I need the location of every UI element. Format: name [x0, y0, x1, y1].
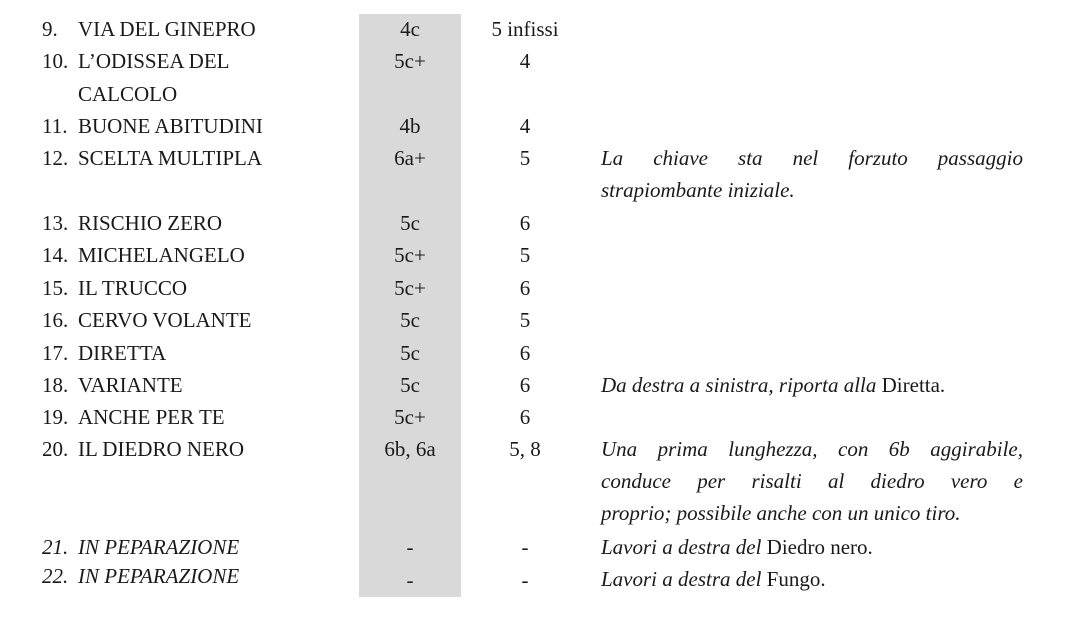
route-grade: 4c — [400, 17, 420, 41]
route-name: MICHELANGELO — [78, 243, 245, 267]
table-row — [0, 369, 1078, 401]
route-bolts: 6 — [519, 211, 531, 235]
table-row — [0, 531, 1078, 563]
route-name: BUONE ABITUDINI — [78, 114, 263, 138]
route-note-line: proprio; possibile anche con un unico tiro. — [601, 501, 961, 525]
route-grade: 6a+ — [394, 146, 426, 170]
route-grade: 5c+ — [394, 405, 426, 429]
route-name: RISCHIO ZERO — [78, 211, 223, 235]
route-bolts: 6 — [519, 276, 531, 300]
route-number: 9. — [42, 17, 58, 41]
route-note-text: Lavori a destra del — [601, 567, 767, 591]
route-grade: 5c+ — [394, 243, 426, 267]
route-number: 21. — [42, 535, 69, 559]
table-row — [0, 207, 1078, 239]
route-reference: Fungo. — [766, 567, 826, 591]
route-bolts: 5 — [519, 243, 531, 267]
route-number: 12. — [42, 146, 69, 170]
route-number: 13. — [42, 211, 69, 235]
route-name: IN PEPARAZIONE — [78, 535, 240, 559]
route-name: VIA DEL GINEPRO — [78, 17, 256, 41]
route-note — [601, 142, 1023, 206]
route-number: 19. — [42, 405, 69, 429]
route-grade: 5c — [400, 341, 420, 365]
route-bolts: 6 — [519, 341, 531, 365]
route-name: SCELTA MULTIPLA — [78, 146, 263, 170]
table-row — [0, 272, 1078, 304]
route-grade: 5c — [400, 373, 420, 397]
route-bolts: 5 — [519, 308, 531, 332]
route-name: IL DIEDRO NERO — [78, 437, 245, 461]
route-name: L’ODISSEA DEL — [78, 49, 230, 73]
route-note-line: strapiombante iniziale. — [601, 178, 795, 202]
route-number: 15. — [42, 276, 69, 300]
table-row — [0, 110, 1078, 142]
route-grade: 5c+ — [394, 49, 426, 73]
route-bolts: 6 — [519, 373, 531, 397]
route-note-text: Da destra a sinistra, riporta alla — [601, 373, 882, 397]
route-bolts: - — [521, 568, 529, 592]
route-number: 18. — [42, 373, 69, 397]
route-name: DIRETTA — [78, 341, 167, 365]
route-note — [601, 563, 1023, 595]
route-name: CERVO VOLANTE — [78, 308, 252, 332]
route-number: 10. — [42, 49, 69, 73]
route-number: 11. — [42, 114, 68, 138]
route-bolts: 5 infissi — [491, 17, 559, 41]
route-bolts: 4 — [519, 114, 531, 138]
route-note-line: conduce per risalti al diedro vero e — [601, 469, 1023, 493]
table-row — [0, 401, 1078, 433]
route-bolts: 5, 8 — [509, 437, 541, 461]
table-row — [0, 45, 1078, 77]
route-note — [601, 433, 1023, 529]
route-name: IL TRUCCO — [78, 276, 188, 300]
route-grade: 4b — [399, 114, 421, 138]
route-name: ANCHE PER TE — [78, 405, 225, 429]
route-reference: Diretta. — [881, 373, 946, 397]
table-row — [0, 142, 1078, 202]
route-bolts: 4 — [519, 49, 531, 73]
route-bolts: 5 — [519, 146, 531, 170]
route-number: 20. — [42, 437, 69, 461]
route-grade: - — [406, 568, 414, 592]
route-grade: - — [406, 535, 414, 559]
route-number: 16. — [42, 308, 69, 332]
route-name-continued: CALCOLO — [78, 82, 178, 106]
route-bolts: 6 — [519, 405, 531, 429]
route-number: 17. — [42, 341, 69, 365]
route-grade: 5c — [400, 308, 420, 332]
route-bolts: - — [521, 535, 529, 559]
table-row — [0, 560, 1078, 592]
route-number: 14. — [42, 243, 69, 267]
route-note — [601, 369, 1023, 401]
route-number: 22. — [42, 564, 69, 588]
table-row — [0, 13, 1078, 45]
route-note-line: La chiave sta nel forzuto passaggio — [601, 146, 1023, 170]
route-name: VARIANTE — [78, 373, 183, 397]
route-grade: 5c — [400, 211, 420, 235]
route-grade: 6b, 6a — [384, 437, 436, 461]
table-row-continuation — [0, 78, 1078, 110]
route-note-line: Una prima lunghezza, con 6b aggirabile, — [601, 437, 1023, 461]
route-note — [601, 531, 1023, 563]
route-name: IN PEPARAZIONE — [78, 564, 240, 588]
table-row — [0, 304, 1078, 336]
table-row — [0, 239, 1078, 271]
table-row — [0, 337, 1078, 369]
route-grade: 5c+ — [394, 276, 426, 300]
route-note-text: Lavori a destra del — [601, 535, 767, 559]
route-reference: Diedro nero. — [766, 535, 873, 559]
table-row — [0, 433, 1078, 525]
